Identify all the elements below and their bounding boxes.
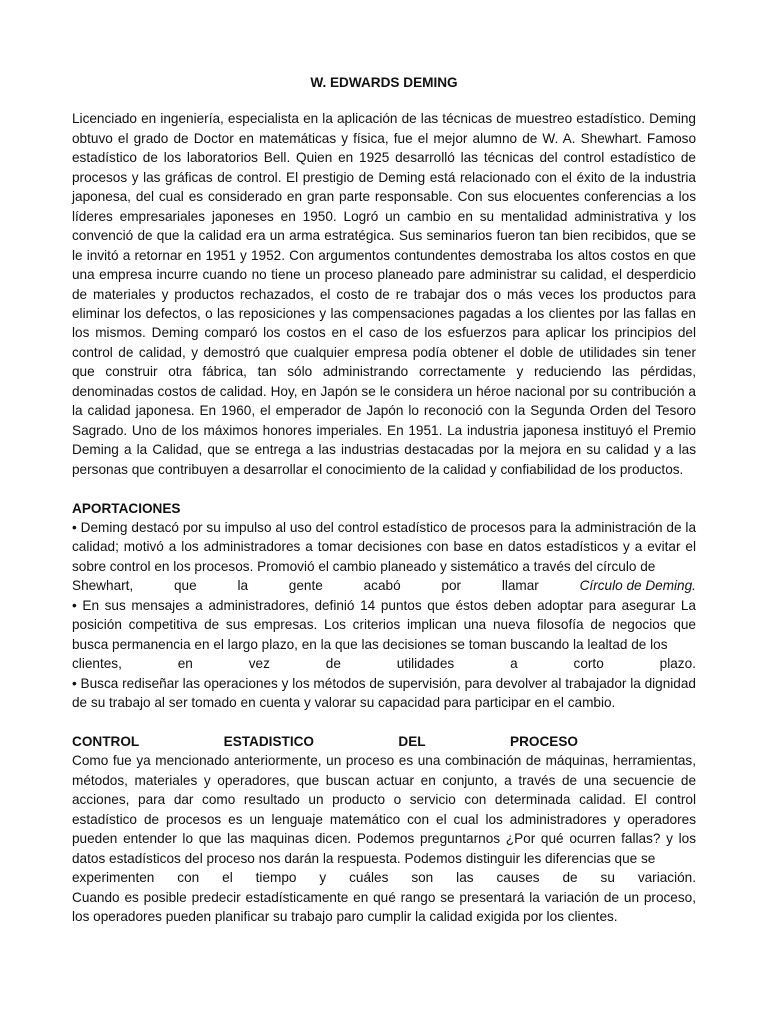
bullet-item-2-last-line (72, 654, 696, 673)
word: corto (573, 656, 604, 672)
aportaciones-heading: APORTACIONES (72, 500, 181, 516)
control-heading (72, 732, 696, 751)
word: cuáles (349, 870, 389, 886)
word: en (177, 656, 193, 672)
word: el (222, 870, 233, 886)
word: utilidades (396, 656, 455, 672)
word: llamar (501, 578, 539, 594)
word: clientes, (72, 656, 122, 672)
word: tiempo (255, 870, 297, 886)
word: experimenten (72, 870, 155, 886)
word: de (325, 656, 341, 672)
intro-paragraph: Licenciado en ingeniería, especialista en la aplicación de las técnicas de muestreo estadístico. Deming obtuvo el grado de Doctor en matemáticas y física, fue el mejor alumno de W. A. Shewhart. Famoso estadístico de los laboratorios Bell. Quien en 1925 desarrolló las técnicas del control estadístico de procesos y las gráficas de control. El prestigio de Deming está relacionado con el éxito de la industria japonesa, del cual es considerado en gran parte responsable. Con sus elocuentes conferencias a los líderes empresariales japoneses en 1950. Logró un cambio en su mentalidad administrativa y los convenció de que la calidad era un arma estratégica. Sus seminarios fueron tan bien recibidos, que se le invitó a retornar en 1951 y 1952. Con argumentos contundentes demostraba los altos costos en que una empresa incurre cuando no tiene un proceso planeado pare administrar su calidad, el desperdicio de materiales y productos rechazados, el costo de re trabajar dos o más veces los productos para eliminar los defectos, o las reposiciones y las compensaciones pagadas a los clientes por las fallas en los mismos. Deming comparó los costos en el caso de los esfuerzos para aplicar los principios del control de calidad, y demostró que cualquier empresa podía obtener el doble de utilidades sin tener que construir otra fábrica, tan sólo administrando correctamente y reduciendo las pérdidas, denominadas costos de calidad. Hoy, en Japón se le considera un héroe nacional por su contribución a la calidad japonesa. En 1960, el emperador de Japón lo reconoció con la Segunda Orden del Tesoro Sagrado. Uno de los máximos honores imperiales. En 1951. La industria japonesa instituyó el Premio Deming a la Calidad, que se entrega a las industrias destacadas por la mejora en su calidad y a las personas que contribuyen a desarrollar el conocimiento de la calidad y confiabilidad de los productos. (72, 111, 696, 477)
word: su (600, 870, 615, 886)
word: a (510, 656, 518, 672)
word: Shewhart, (72, 578, 134, 594)
bullet-item-2: • En sus mensajes a administradores, definió 14 puntos que éstos deben adoptar para asegurar La posición competitiva de sus empresas. Los criterios implican una nueva filosofía de negocios que busca permanencia en el largo plazo, en la que las decisiones se toman buscando la lealtad de los (72, 597, 696, 652)
italic-term: Círculo de Deming. (579, 578, 696, 594)
word: plazo. (659, 656, 696, 672)
bullet-item-1: • Deming destacó por su impulso al uso del control estadístico de procesos para la administración de la calidad; motivó a los administradores a tomar decisiones con base en datos estadísticos y a evitar el sobre control en los procesos. Promovió el cambio planeado y sistemático a través del círculo de (72, 519, 696, 574)
word: vez (248, 656, 270, 672)
control-paragraph-last-line (72, 868, 696, 887)
word: las (456, 870, 474, 886)
word: la (237, 578, 249, 594)
word: de (562, 870, 578, 886)
bullet-item-1-last-line (72, 576, 696, 595)
bullet-item-3: • Busca rediseñar las operaciones y los métodos de supervisión, para devolver al trabajador la dignidad de su trabajo al ser tomado en cuenta y valorar su capacidad para participar en el cambio. (72, 675, 696, 711)
spacer (72, 712, 696, 731)
heading-word: CONTROL (72, 733, 140, 749)
control-paragraph-2: Cuando es posible predecir estadísticamente en qué rango se presentará la variación de un proceso, los operadores pueden planificar su trabajo paro cumplir la calidad exigida por los clientes. (72, 889, 696, 924)
word: que (173, 578, 197, 594)
word: son (411, 870, 434, 886)
spacer (72, 479, 696, 498)
word: variación. (637, 870, 696, 886)
heading-word: ESTADISTICO (223, 733, 315, 749)
word: con (177, 870, 200, 886)
heading-word: PROCESO (510, 733, 578, 749)
document-title: W. EDWARDS DEMING (310, 75, 458, 90)
heading-word: DEL (398, 733, 426, 749)
control-paragraph: Como fue ya mencionado anteriormente, un proceso es una combinación de máquinas, herramientas, métodos, materiales y operadores, que buscan actuar en conjunto, a través de una secuencie de acciones, para dar como resultado un producto o servicio con determinada calidad. El control estadístico de procesos es un lenguaje matemático con el cual los administradores y operadores pueden entender lo que las maquinas dicen. Podemos preguntarnos ¿Por qué ocurren fallas? y los datos estadísticos del proceso nos darán la respuesta. Podemos distinguir les diferencias que se (72, 753, 696, 866)
word: por (441, 578, 462, 594)
word: acabó (363, 578, 401, 594)
word: y (319, 870, 327, 886)
word: causes (496, 870, 540, 886)
word: gente (288, 578, 323, 594)
